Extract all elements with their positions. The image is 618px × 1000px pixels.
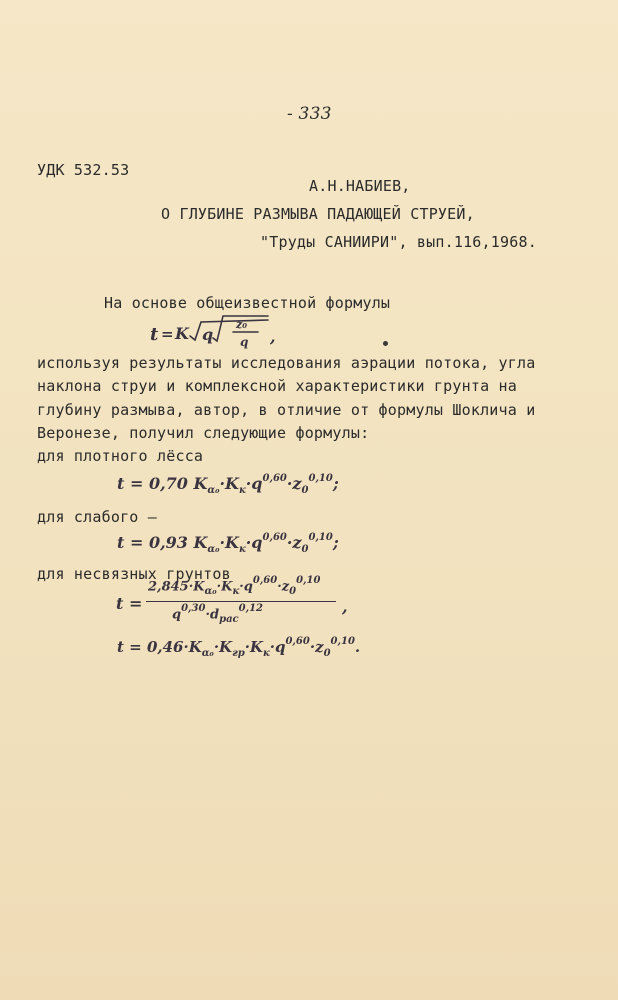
label-loose-soil: для несвязных грунтов xyxy=(37,565,231,583)
formula-loose-numerator: $2,845\cdot K_{\alpha_0}\cdot K_к\cdot q^{0,60}\cdot z_0^{0,10}$ xyxy=(148,575,321,597)
svg-text:t: t xyxy=(150,324,159,345)
label-weak: для слабого – xyxy=(37,508,157,526)
formula-loose-suffix: , xyxy=(342,597,348,616)
intro-text: На основе общеизвестной формулы xyxy=(104,294,391,312)
source-reference: "Труды САНИИРИ", вып.116,1968. xyxy=(260,233,537,251)
page-number: - 333 xyxy=(287,104,332,124)
article-title: О ГЛУБИНЕ РАЗМЫВА ПАДАЮЩЕЙ СТРУЕЙ, xyxy=(161,205,475,223)
body-line-1: используя результаты исследования аэрации потока, угла xyxy=(37,354,536,372)
formula-loose-prefix: t = xyxy=(116,594,143,613)
fraction-bar xyxy=(146,601,336,602)
body-line-4: Веронезе, получил следующие формулы: xyxy=(37,424,370,442)
formula-loose xyxy=(116,577,366,629)
svg-text:K: K xyxy=(175,324,189,343)
author-name: А.Н.НАБИЕВ, xyxy=(309,177,411,195)
general-formula-graphic xyxy=(150,310,380,352)
svg-text:,: , xyxy=(270,327,276,346)
svg-text:q: q xyxy=(240,335,249,349)
svg-text:z₀: z₀ xyxy=(236,318,248,331)
body-line-2: наклона струи и комплексной характеристики грунта на xyxy=(37,377,517,395)
ink-dot xyxy=(383,341,388,346)
label-dense-loess: для плотного лёсса xyxy=(37,447,204,465)
udk-code: УДК 532.53 xyxy=(37,161,130,179)
svg-text:q: q xyxy=(202,325,214,344)
formula-loose-denominator: $q^{0,30}\cdot d_{рас}^{0,12}$ xyxy=(172,603,263,625)
formula-dense: t = 0,70 $K_{\alpha_0}\cdot K_к\cdot q^{0,60}\cdot z_0^{0,10}$; xyxy=(117,472,339,497)
svg-text:=: = xyxy=(161,325,174,343)
body-line-3: глубину размыва, автор, в отличие от формулы Шоклича и xyxy=(37,401,536,419)
formula-weak: t = 0,93 $K_{\alpha_0}\cdot K_к\cdot q^{0,60}\cdot z_0^{0,10}$; xyxy=(117,531,339,556)
general-formula xyxy=(150,310,380,352)
formula-last: $t = 0,46\cdot K_{\alpha_0}\cdot K_{гр}\cdot K_к\cdot q^{0,60}\cdot z_0^{0,10}$. xyxy=(117,636,361,659)
